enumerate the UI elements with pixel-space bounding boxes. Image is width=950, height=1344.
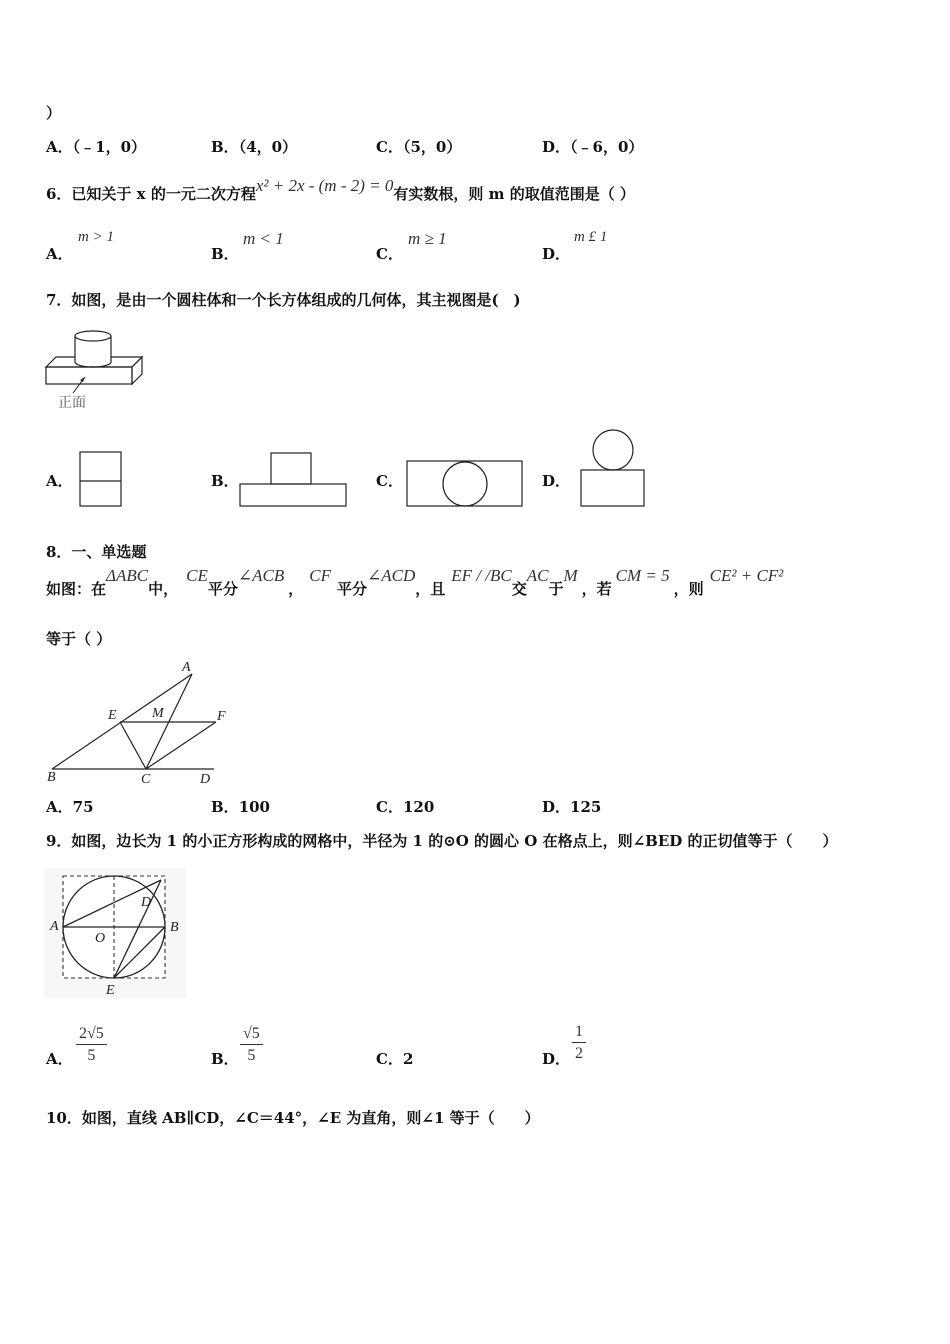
point-d-label: D: [200, 772, 211, 787]
q9-option-a[interactable]: [46, 1048, 73, 1069]
option-text: 125: [570, 798, 602, 816]
q8-math: CE: [186, 566, 208, 585]
q9-option-b-fraction: [240, 1025, 263, 1065]
q8-text: ，若: [581, 580, 612, 598]
q6-option-c[interactable]: [376, 243, 403, 264]
option-label: D．: [542, 1050, 571, 1068]
point-b-label: B: [170, 920, 179, 935]
q9-circle-grid-figure: [44, 868, 186, 998]
q8-math: M: [563, 566, 578, 585]
option-label: A．: [46, 472, 73, 490]
q8-text: 平分: [207, 580, 238, 598]
option-label: D．: [542, 138, 571, 156]
q7-option-b-figure[interactable]: [238, 451, 350, 509]
option-text: 2: [402, 1050, 414, 1068]
option-label: B．: [211, 245, 239, 263]
q8-text: 平分: [336, 580, 367, 598]
q8-text: 如图：在: [46, 580, 107, 598]
option-label: C．: [376, 245, 403, 263]
option-text: 120: [402, 798, 435, 816]
q8-math: ∠ACD: [367, 566, 416, 585]
q5-option-a[interactable]: [46, 136, 146, 157]
q7-option-a-figure[interactable]: [78, 450, 124, 508]
option-label: B．: [211, 138, 239, 156]
q8-math: CF: [309, 566, 331, 585]
q8-text: ，则: [673, 580, 704, 598]
q6-question: [46, 176, 635, 204]
q8-math: AC: [526, 566, 549, 585]
q7-option-a[interactable]: [46, 470, 73, 491]
option-label: A．: [46, 245, 73, 263]
q9-option-a-fraction: [76, 1025, 107, 1065]
option-text: 75: [72, 798, 94, 816]
q10-question: 10．如图，直线 AB∥CD，∠C＝44°，∠E 为直角，则∠1 等于（ ）: [46, 1109, 540, 1127]
q9-option-d-fraction: [572, 1023, 586, 1063]
option-label: C．: [376, 138, 403, 156]
point-e-label: E: [108, 708, 117, 723]
q8-option-c[interactable]: [376, 796, 434, 817]
q9-option-c[interactable]: [376, 1048, 413, 1069]
option-label: A．: [46, 798, 73, 816]
q8-option-a[interactable]: [46, 796, 94, 817]
option-label: A．: [46, 1050, 73, 1068]
q7-question: 7．如图，是由一个圆柱体和一个长方体组成的几何体，其主视图是( ): [46, 291, 521, 309]
point-e-label: E: [106, 983, 115, 998]
option-label: D．: [542, 472, 571, 490]
denominator: 2: [575, 1045, 583, 1062]
point-o-label: O: [95, 931, 106, 946]
option-text: （﹣1，0）: [72, 138, 147, 156]
q8-option-d[interactable]: [542, 796, 601, 817]
option-label: C．: [376, 472, 403, 490]
q6-option-b-math: m < 1: [243, 229, 284, 248]
option-label: B．: [211, 798, 239, 816]
option-label: D．: [542, 245, 571, 263]
point-m-label: M: [152, 706, 164, 721]
q6-option-a[interactable]: [46, 243, 73, 264]
point-a-label: A: [50, 919, 59, 934]
point-d-label: D: [141, 895, 152, 910]
q8-math: CM = 5: [615, 566, 670, 585]
q6-option-d[interactable]: [542, 243, 570, 264]
point-b-label: B: [47, 770, 56, 785]
point-f-label: F: [217, 709, 226, 724]
q8-math: CE² + CF²: [709, 566, 784, 585]
q6-equation: x² + 2x - (m - 2) = 0: [255, 176, 394, 195]
numerator: 2√5: [76, 1025, 107, 1045]
q5-continuation: ）: [46, 104, 62, 122]
q8-triangle-figure: [44, 655, 244, 787]
q8-text: 于: [548, 580, 564, 598]
q7-option-d[interactable]: [542, 470, 570, 491]
option-label: A．: [46, 138, 73, 156]
q7-option-c-figure[interactable]: [405, 459, 525, 509]
option-text: （﹣6，0）: [570, 138, 644, 156]
q6-option-b[interactable]: [211, 243, 239, 264]
option-label: B．: [211, 472, 239, 490]
q6-suffix: 有实数根，则 m 的取值范围是（ ）: [393, 185, 635, 203]
point-c-label: C: [141, 772, 151, 787]
front-label: 正面: [58, 396, 86, 411]
q8-text: 交: [511, 580, 527, 598]
option-label: B．: [211, 1050, 239, 1068]
q7-option-d-figure[interactable]: [578, 428, 648, 510]
q6-option-d-math: m £ 1: [574, 229, 608, 245]
q7-solid-figure: [40, 325, 150, 415]
q8-text: ，且: [415, 580, 446, 598]
numerator: √5: [240, 1025, 263, 1045]
q8-math: EF / /BC: [451, 566, 512, 585]
q5-option-c[interactable]: [376, 136, 461, 157]
point-a-label: A: [182, 660, 191, 675]
q5-option-b[interactable]: [211, 136, 297, 157]
q8-header: 8．一、单选题: [46, 543, 147, 561]
option-label: D．: [542, 798, 571, 816]
option-label: C．: [376, 798, 403, 816]
q6-prefix: 6．已知关于 x 的一元二次方程: [46, 185, 256, 203]
q8-text: 中，: [148, 580, 179, 598]
q7-option-c[interactable]: [376, 470, 403, 491]
denominator: 5: [87, 1047, 96, 1064]
option-text: （4，0）: [238, 138, 298, 156]
q5-option-d[interactable]: [542, 136, 643, 157]
q8-option-b[interactable]: [211, 796, 270, 817]
option-text: 100: [238, 798, 270, 816]
q9-option-b[interactable]: [211, 1048, 239, 1069]
q9-option-d[interactable]: [542, 1048, 570, 1069]
q8-question-line2: 等于（ ）: [46, 630, 112, 648]
q6-option-c-math: m ≥ 1: [408, 229, 447, 248]
denominator: 5: [247, 1047, 256, 1064]
numerator: 1: [572, 1023, 586, 1043]
option-label: C．: [376, 1050, 403, 1068]
q8-question-line1: [46, 565, 784, 598]
q8-text: ，: [288, 580, 304, 598]
q7-option-b[interactable]: [211, 470, 239, 491]
q6-option-a-math: m > 1: [78, 229, 114, 245]
q8-math: ∠ACB: [237, 566, 285, 585]
option-text: （5，0）: [402, 138, 462, 156]
q8-math: ΔABC: [106, 566, 149, 585]
q9-question: 9．如图，边长为 1 的小正方形构成的网格中，半径为 1 的⊙O 的圆心 O 在格点上，则∠BED 的正切值等于（ ）: [46, 832, 838, 850]
